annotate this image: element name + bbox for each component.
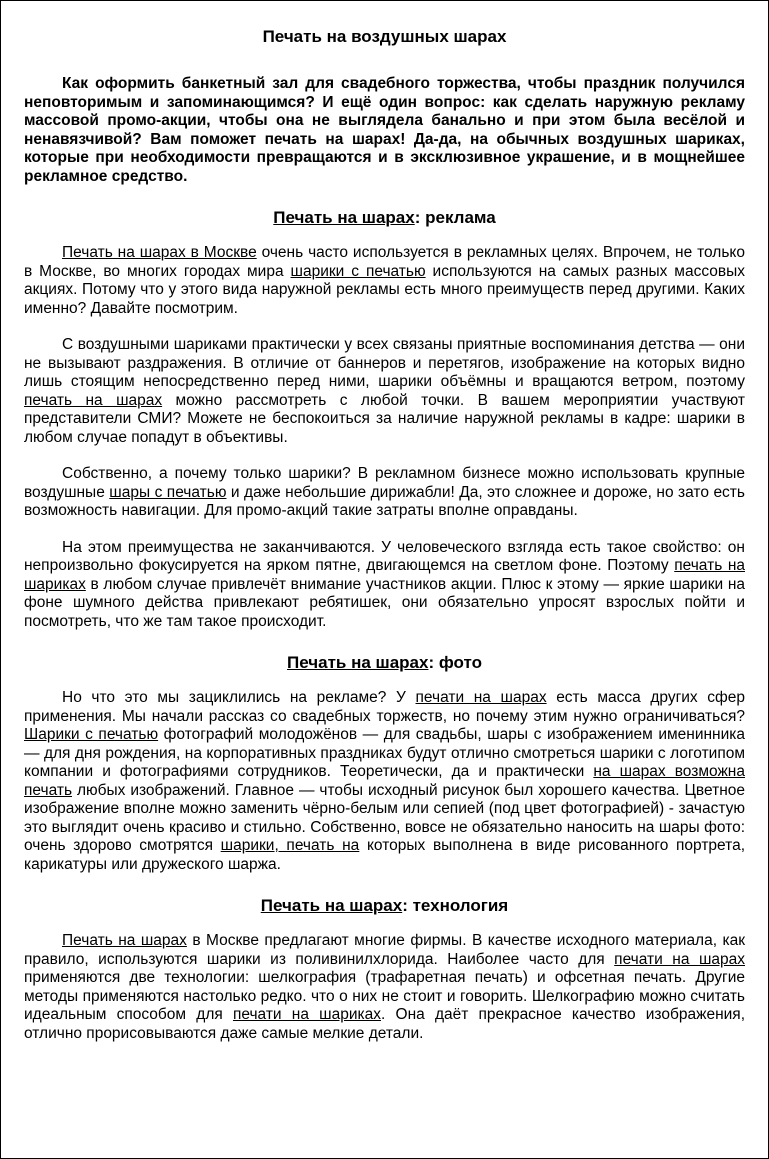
text-run: фотографий молодожёнов — для свадьбы, шары с изображением именинника — для дня рождения, на корпоративных праздниках будут отлично смотреться шарики с логотипом компании и фотографиями сотрудников. Теоретически, да и практически [24, 726, 745, 780]
paragraph [24, 932, 745, 1043]
section-heading-reklama [24, 208, 745, 228]
paragraph [24, 465, 745, 521]
document-title: Печать на воздушных шарах [262, 27, 507, 46]
underlined-phrase: шарики с печатью [290, 262, 426, 280]
text-run: : реклама [414, 208, 496, 227]
paragraph [24, 336, 745, 447]
text-run: используются на самых разных массовых акциях. Потому что у этого вида наружной рекламы есть много преимуществ перед другими. Каких именно? Давайте посмотрим. [24, 262, 745, 317]
intro-paragraph [24, 75, 745, 186]
text-run: в Москве предлагают многие фирмы. В качестве исходного материала, как правило, используются шарики из поливинилхлорида. Наиболее часто для [24, 932, 745, 968]
text-run: в любом случае привлечёт внимание участников акции. Плюс к этому — яркие шарики на фоне шумного действа привлекают ребятишек, они обязательно упросят взрослых пойти и посмотреть, что же там такое происходит. [24, 575, 745, 630]
text-run: Как оформить банкетный зал для свадебного торжества, чтобы праздник получился неповторимым и запоминающимся? И ещё один вопрос: как сделать наружную рекламу массовой промо-акции, чтобы она не выглядела банально и при этом была весёлой и ненавязчивой? Вам поможет печать на шарах! Да-да, на обычных воздушных шариках, которые при необходимости превращаются и в эксклюзивное украшение, и в мощнейшее рекламное средство. [24, 75, 745, 185]
text-run: . Она даёт прекрасное качество изображения, отлично прорисовываются даже самые мелкие детали. [24, 1006, 745, 1042]
text-run: любых изображений. Главное — чтобы исходный рисунок был хорошего качества. Цветное изображение вполне можно заменить чёрно-белым или сепией (под цвет фотографией) - зачастую это выглядит очень красиво и стильно. Собственно, вовсе не обязательно наносить на шары фото: очень здорово смотрятся [24, 781, 745, 854]
text-run: очень часто используется в рекламных целях. Впрочем, не только в Москве, во многих городах мира [24, 244, 745, 280]
underlined-phrase: Печать на шарах [260, 896, 403, 915]
text-run: На этом преимущества не заканчиваются. У человеческого взгляда есть такое свойство: он непроизвольно фокусируется на ярком пятне, двигающемся на светлом фоне. Поэтому [24, 538, 745, 574]
section-heading-foto [24, 653, 745, 673]
underlined-phrase: печати на шариках [232, 1006, 381, 1023]
text-run: можно рассмотреть с любой точки. В вашем мероприятии участвуют представители СМИ? Можете не беспокоиться за наличие наружной рекламы в кадре: шарики в любом случае попадут в объективы. [24, 391, 745, 446]
text-run: Но что это мы зациклились на рекламе? У [62, 689, 416, 706]
text-run: : фото [428, 653, 482, 672]
underlined-phrase: печать на шарах [24, 391, 163, 409]
text-run: Собственно, а почему только шарики? В рекламном бизнесе можно использовать крупные воздушные [24, 465, 745, 501]
paragraph [24, 689, 745, 874]
underlined-phrase: шарики, печать на [220, 837, 360, 854]
underlined-phrase: шары с печатью [109, 483, 227, 501]
underlined-phrase: Печать на шарах [287, 653, 429, 672]
underlined-phrase: на шарах возможна печать [24, 763, 745, 799]
paragraph [24, 244, 745, 318]
text-run: и даже небольшие дирижабли! Да, это сложнее и дороже, но зато есть возможность навигации. Для промо-акций такие затраты вполне оправданы. [24, 483, 745, 519]
underlined-phrase: Печать на шарах [273, 208, 415, 227]
text-run: : технология [402, 896, 509, 915]
underlined-phrase: печать на шариках [24, 557, 745, 593]
underlined-phrase: Печать на шарах в Москве [62, 244, 257, 261]
text-run: применяются две технологии: шелкография (трафаретная печать) и офсетная печать. Другие методы применяются настолько редко. что о них не стоит и говорить. Шелкографию можно считать идеальным способом для [24, 969, 745, 1023]
text-run: С воздушными шариками практически у всех связаны приятные воспоминания детства — они не вызывают раздражения. В отличие от баннеров и перетягов, изображение на которых видно лишь стоящим непосредственно перед ними, шарики объёмны и вращаются ветром, поэтому [24, 336, 745, 390]
underlined-phrase: Шарики с печатью [24, 726, 159, 743]
text-run: которых выполнена в виде рисованного портрета, карикатуры или дружеского шаржа. [24, 837, 746, 873]
text-run: есть масса других сфер применения. Мы начали рассказ со свадебных торжеств, но почему этим нужно ограничиваться? [24, 689, 746, 725]
paragraph [24, 539, 745, 632]
section-heading-tehnologiya [24, 896, 745, 916]
underlined-phrase: печати на шарах [614, 950, 746, 968]
underlined-phrase: Печать на шарах [62, 932, 187, 949]
underlined-phrase: печати на шарах [415, 689, 547, 706]
